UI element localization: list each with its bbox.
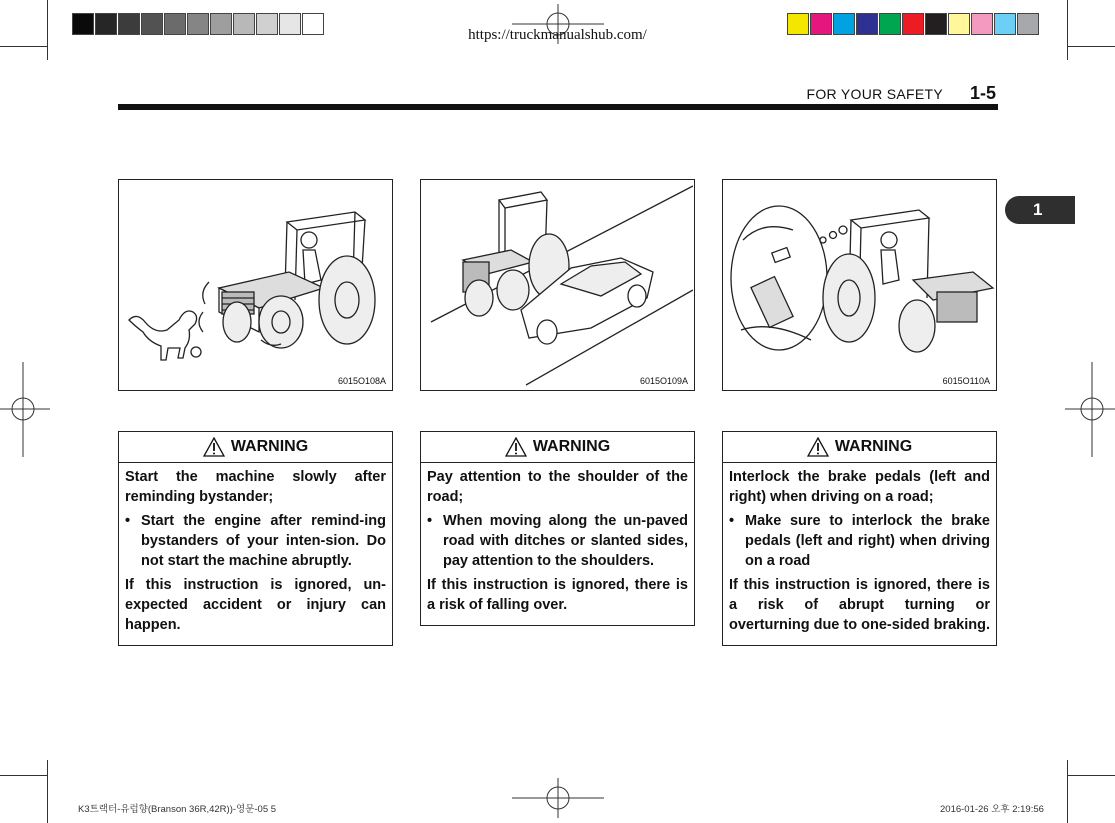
crop-mark [1067, 760, 1068, 823]
bullet-text: When moving along the un-paved road with ditches or slanted sides, pay attention to the shoulders. [443, 513, 688, 569]
figure-road-shoulder [420, 179, 695, 391]
page-number: 1-5 [970, 83, 997, 103]
brake-pedal-illustration [723, 180, 995, 389]
figure-brake-interlock [722, 179, 997, 391]
warning-intro: Start the machine slowly after reminding bystander; [125, 469, 386, 505]
bullet-dot: • [125, 513, 131, 529]
crop-mark [0, 46, 47, 47]
warning-box-bystander [118, 431, 393, 646]
warning-bullet [427, 511, 688, 571]
warning-body [723, 463, 996, 645]
warning-body [119, 463, 392, 645]
registration-mark-right [1065, 362, 1115, 457]
crop-mark [1068, 46, 1115, 47]
warning-box-brake-pedals [722, 431, 997, 646]
print-slug-left: K3트랙터-유럽향(Branson 36R,42R))-영문-05 5 [78, 804, 277, 815]
tractor-dog-illustration [119, 180, 391, 389]
registration-mark-left [0, 362, 50, 457]
warning-triangle-icon [807, 437, 829, 457]
figure-code: 6015O110A [942, 376, 990, 386]
warning-triangle-icon [505, 437, 527, 457]
bullet-text: Make sure to interlock the brake pedals (left and right) when driving on a road [745, 513, 990, 569]
source-url[interactable]: https://truckmanualshub.com/ [468, 27, 647, 43]
bullet-text: Start the engine after remind-ing bystanders of your inten-sion. Do not start the machine abruptly. [141, 513, 386, 569]
chapter-tab: 1 [1005, 196, 1075, 224]
warning-title: WARNING [230, 438, 309, 455]
crop-mark [47, 760, 48, 823]
warning-box-road-shoulder [420, 431, 695, 626]
warning-title: WARNING [532, 438, 611, 455]
warning-intro: Interlock the brake pedals (left and right) when driving on a road; [729, 469, 990, 505]
crop-mark [0, 775, 47, 776]
warning-triangle-icon [203, 437, 225, 457]
figure-code: 6015O108A [337, 376, 386, 386]
warning-consequence: If this instruction is ignored, there is a risk of falling over. [427, 577, 688, 613]
warning-title: WARNING [834, 438, 913, 455]
bullet-dot: • [729, 513, 735, 529]
warning-body [421, 463, 694, 625]
header-rule [118, 104, 998, 110]
tractor-car-illustration [421, 180, 693, 389]
figure-tractor-bystander [118, 179, 393, 391]
crop-mark [1068, 775, 1115, 776]
warning-bullet [729, 511, 990, 571]
warning-header [421, 432, 694, 463]
bullet-dot: • [427, 513, 433, 529]
warning-consequence: If this instruction is ignored, un-expected accident or injury can happen. [125, 577, 386, 633]
warning-bullet [125, 511, 386, 571]
warning-consequence: If this instruction is ignored, there is a risk of abrupt turning or overturning due to one-sided braking. [729, 577, 991, 633]
figure-code: 6015O109A [639, 376, 688, 386]
warning-header [119, 432, 392, 463]
print-slug-right: 2016-01-26 오후 2:19:56 [940, 804, 1044, 815]
warning-header [723, 432, 996, 463]
warning-intro: Pay attention to the shoulder of the road; [427, 469, 688, 505]
registration-mark-bottom [512, 778, 604, 818]
section-title: FOR YOUR SAFETY [806, 86, 943, 102]
